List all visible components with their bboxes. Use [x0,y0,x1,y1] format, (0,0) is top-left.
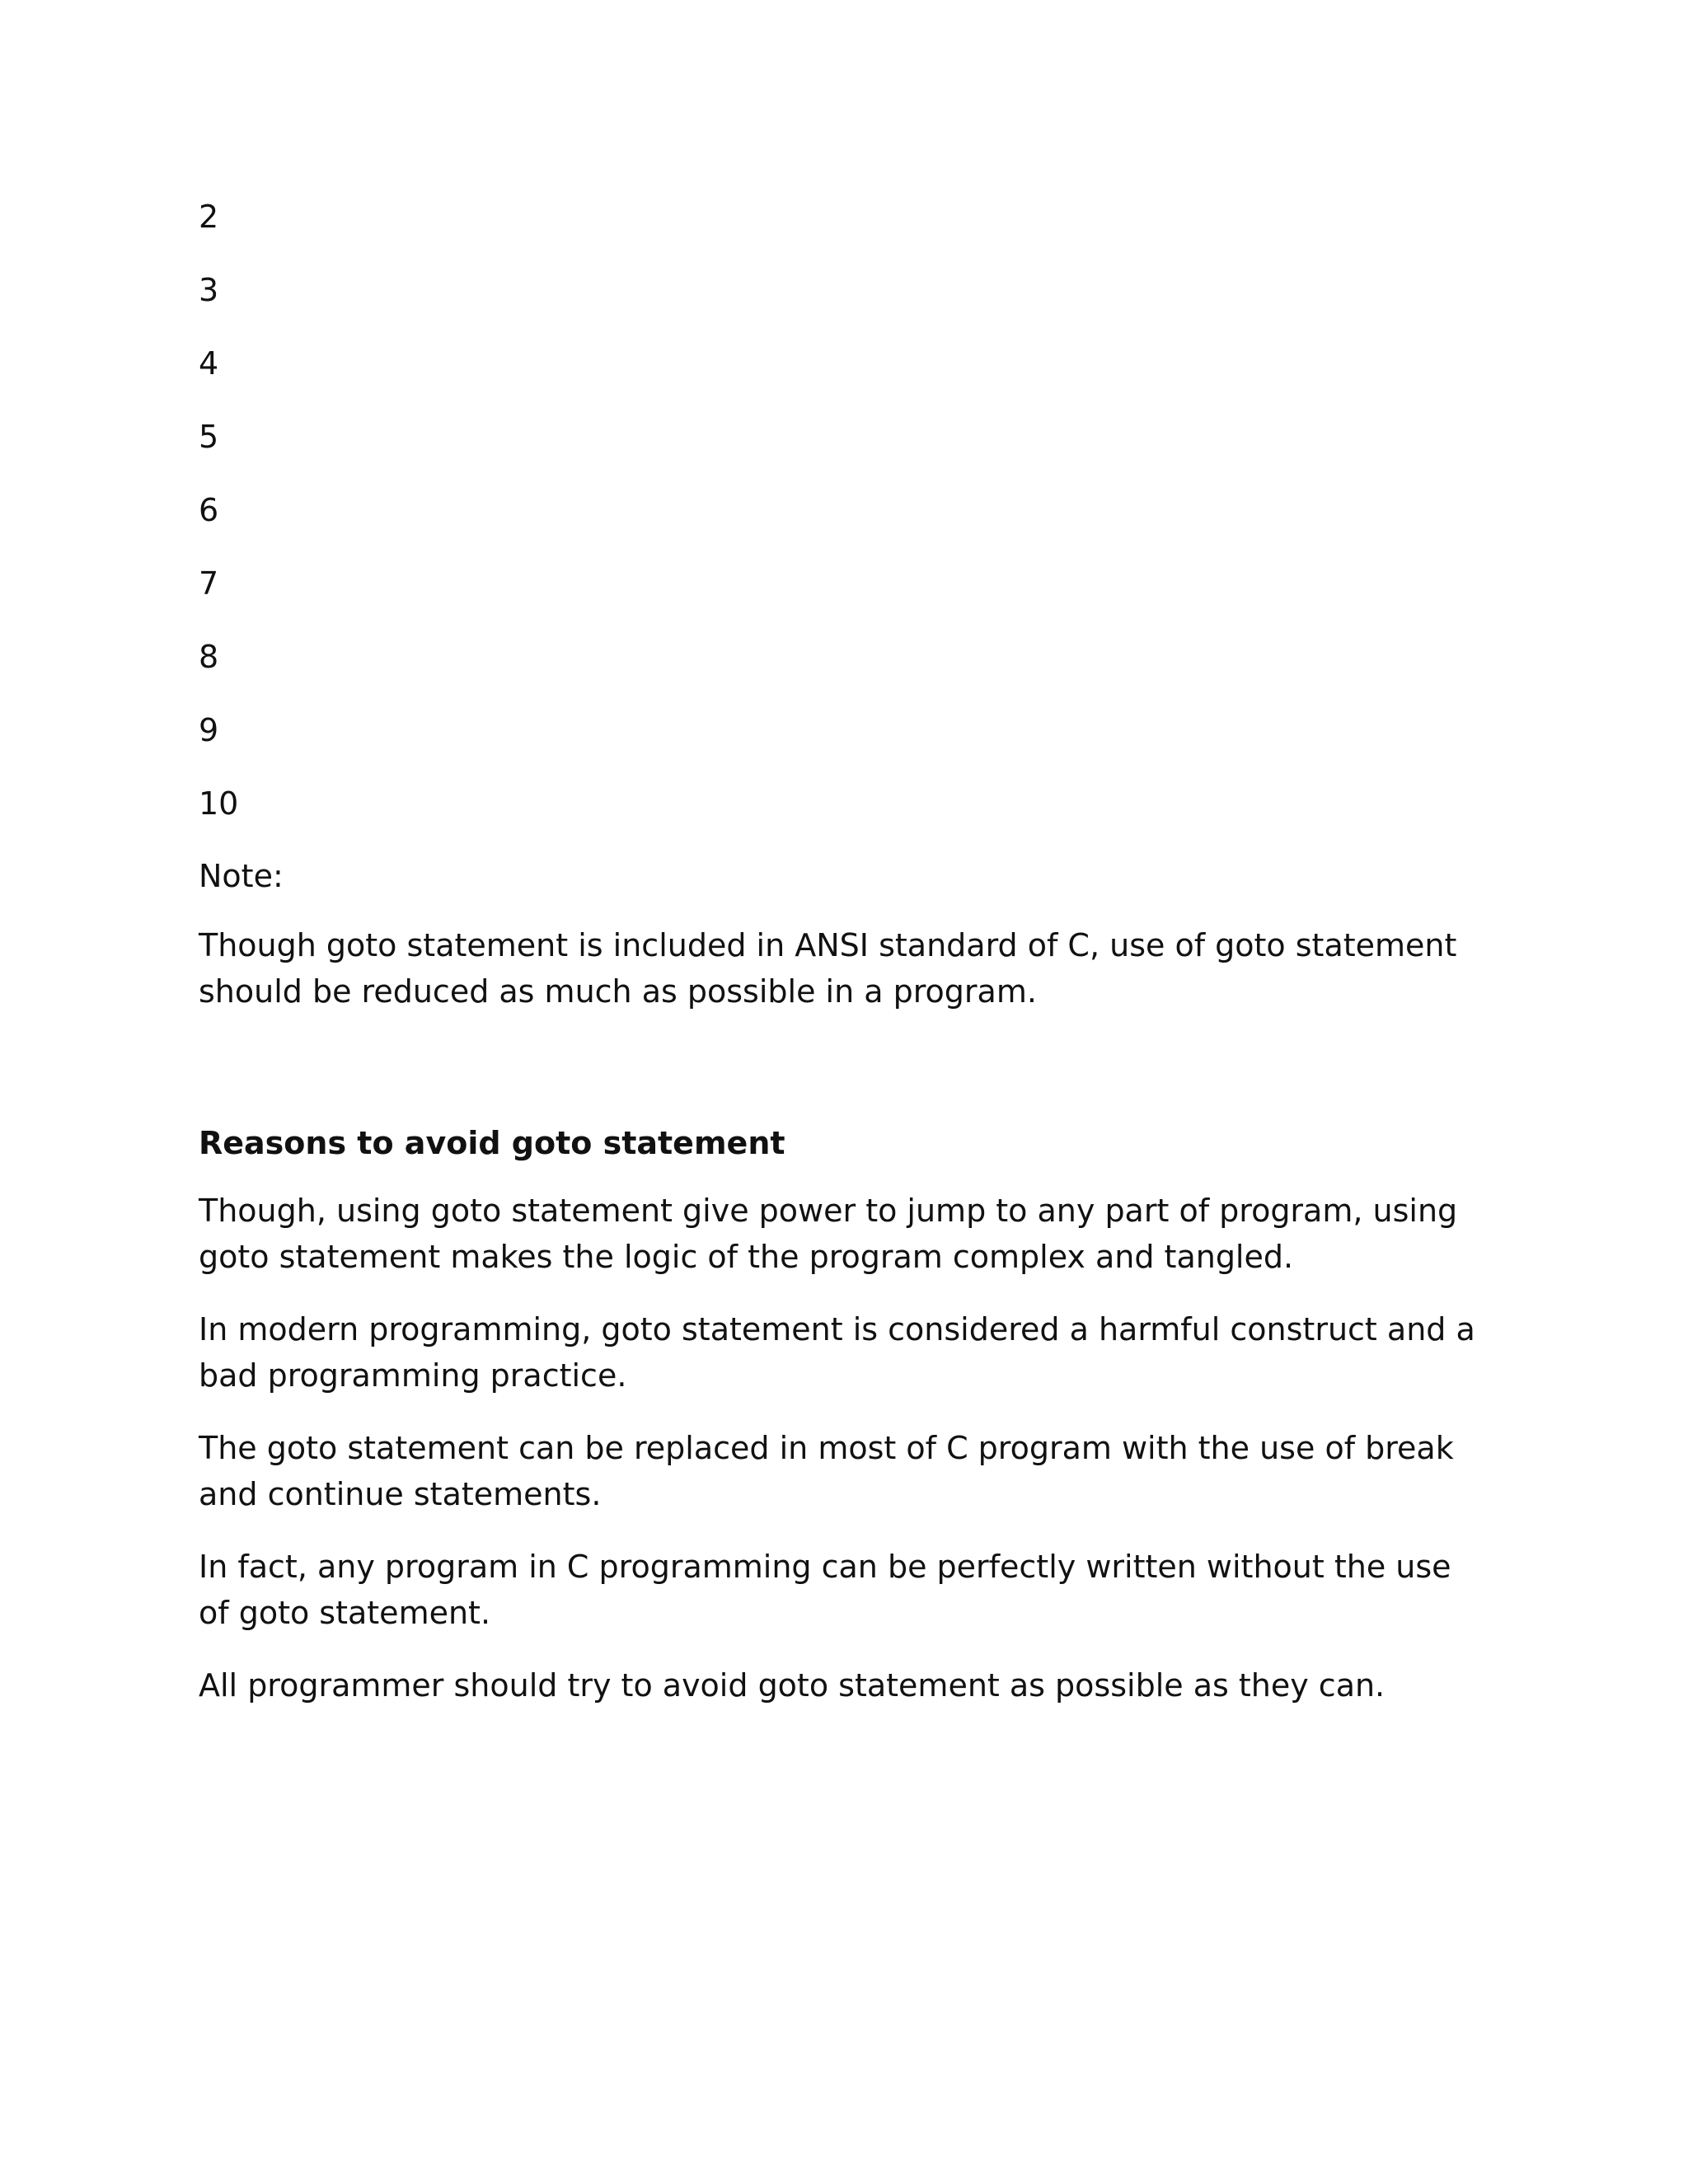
list-number: 6 [199,492,219,528]
paragraph: The goto statement can be replaced in most of C program with the use of break and continue statements. [199,1430,1454,1512]
note-label: Note: [199,858,284,894]
list-number: 8 [199,639,219,675]
section-heading: Reasons to avoid goto statement [199,1125,785,1161]
list-number: 7 [199,565,219,602]
list-number: 9 [199,712,219,748]
list-number: 3 [199,272,219,308]
paragraph: Though, using goto statement give power to jump to any part of program, using goto statement makes the logic of the program complex and tangled. [199,1193,1458,1275]
list-number: 2 [199,199,219,235]
list-number: 5 [199,419,219,455]
list-number: 10 [199,785,239,822]
paragraph: In fact, any program in C programming can be perfectly written without the use of goto statement. [199,1549,1451,1631]
list-number: 4 [199,345,219,382]
paragraph: All programmer should try to avoid goto statement as possible as they can. [199,1667,1386,1704]
paragraph: In modern programming, goto statement is considered a harmful construct and a bad programming practice. [199,1311,1475,1394]
note-paragraph: Though goto statement is included in ANSI standard of C, use of goto statement should be reduced as much as possible in a program. [199,927,1457,1010]
